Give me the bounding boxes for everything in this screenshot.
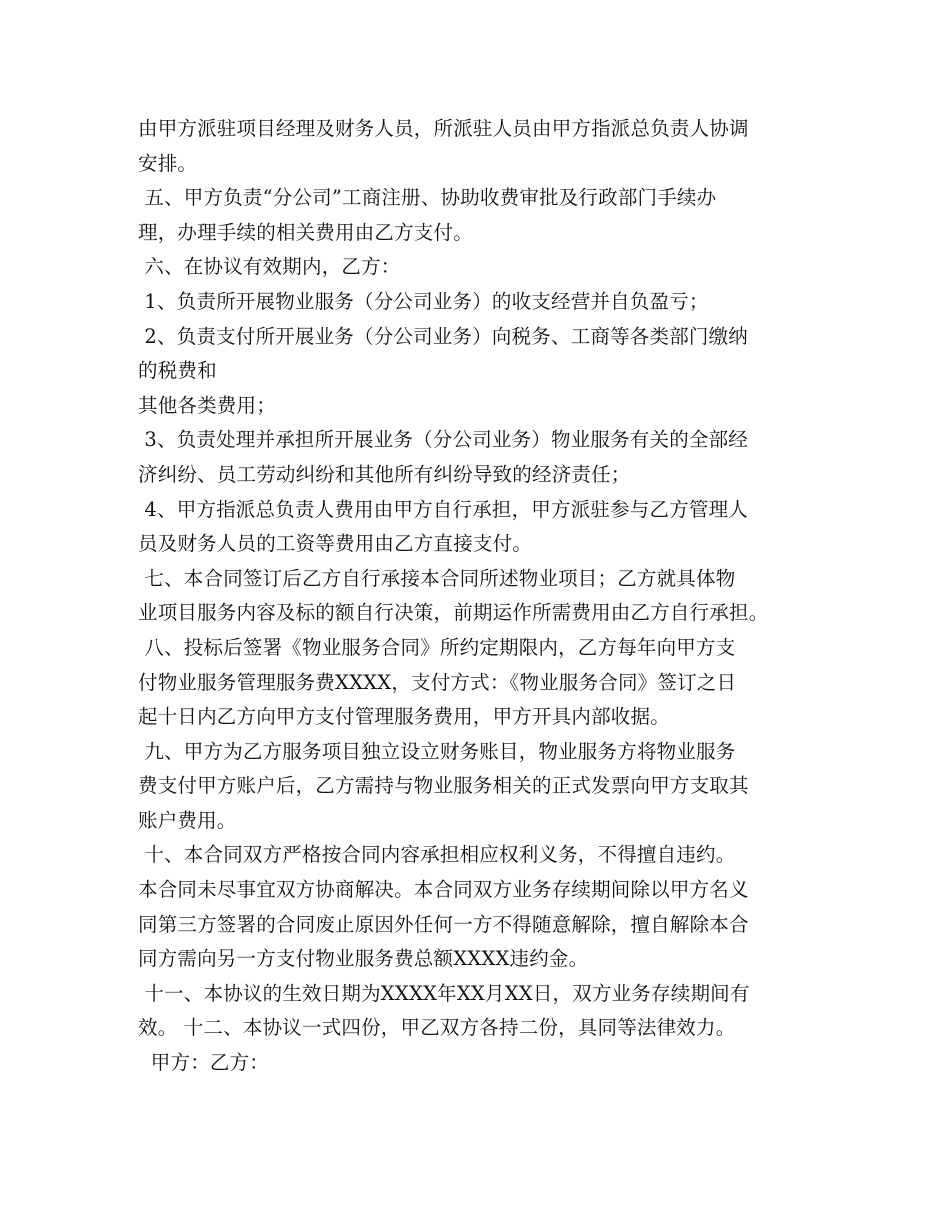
text-line: 同方需向另一方支付物业服务费总额XXXX违约金。 [138, 947, 589, 971]
text-line: 理，办理手续的相关费用由乙方支付。 [138, 220, 473, 244]
text-line: 安排。 [138, 151, 198, 175]
text-line: 员及财务人员的工资等费用由乙方直接支付。 [138, 532, 533, 556]
text-line: 账户费用。 [138, 808, 237, 832]
text-line: 十一、本协议的生效日期为XXXX年XX月XX日，双方业务存续期间有 [138, 981, 750, 1005]
text-line: 1、负责所开展物业服务（分公司业务）的收支经营并自负盈亏； [138, 289, 709, 313]
text-line: 十、本合同双方严格按合同内容承担相应权利义务，不得擅自违约。 [138, 843, 736, 867]
text-line: 费支付甲方账户后，乙方需持与物业服务相关的正式发票向甲方支取其 [138, 774, 749, 798]
text-line: 九、甲方为乙方服务项目独立设立财务账目，物业服务方将物业服务 [138, 739, 736, 763]
text-line: 4、甲方指派总负责人费用由甲方自行承担，甲方派驻参与乙方管理人 [138, 497, 749, 521]
text-line: 业项目服务内容及标的额自行决策，前期运作所需费用由乙方自行承担。 [138, 601, 769, 625]
text-line: 同第三方签署的合同废止原因外任何一方不得随意解除，擅自解除本合 [138, 912, 749, 936]
text-line: 六、在协议有效期内，乙方： [138, 255, 401, 279]
text-line: 八、投标后签署《物业服务合同》所约定期限内，乙方每年向甲方支 [138, 635, 736, 659]
text-line: 2、负责支付所开展业务（分公司业务）向税务、工商等各类部门缴纳 [138, 324, 749, 348]
text-line: 本合同未尽事宜双方协商解决。本合同双方业务存续期间除以甲方名义 [138, 878, 749, 902]
signature-line: 甲方：乙方： [138, 1051, 269, 1075]
text-line: 其他各类费用； [138, 393, 276, 417]
text-line: 的税费和 [138, 359, 217, 383]
text-line: 五、甲方负责“分公司”工商注册、协助收费审批及行政部门手续办 [138, 186, 717, 210]
text-line: 济纠纷、员工劳动纠纷和其他所有纠纷导致的经济责任； [138, 462, 631, 486]
document-body [138, 112, 828, 1081]
text-line: 由甲方派驻项目经理及财务人员，所派驻人员由甲方指派总负责人协调 [138, 117, 749, 140]
text-line: 效。 十二、本协议一式四份，甲乙双方各持二份，具同等法律效力。 [138, 1016, 736, 1040]
text-line: 七、本合同签订后乙方自行承接本合同所述物业项目；乙方就具体物 [138, 566, 736, 590]
text-line: 起十日内乙方向甲方支付管理服务费用，甲方开具内部收据。 [138, 705, 670, 729]
text-line: 3、负责处理并承担所开展业务（分公司业务）物业服务有关的全部经 [138, 428, 749, 452]
text-line: 付物业服务管理服务费XXXX，支付方式：《物业服务合同》签订之日 [138, 670, 737, 694]
